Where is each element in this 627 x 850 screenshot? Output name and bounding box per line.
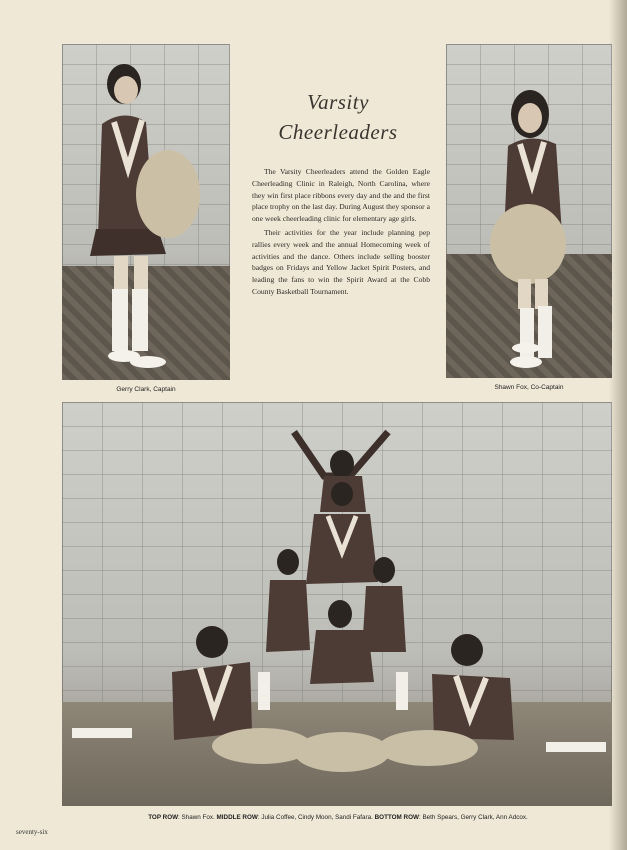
roster-bottom-names: Beth Spears, Gerry Clark, Ann Adcox. [422,814,528,821]
photo-co-captain [446,44,612,378]
cheerleader-figure-captain [62,44,230,380]
roster-top-label: TOP ROW [148,814,179,821]
page-title-line-2: Cheerleaders [278,120,398,144]
paragraph-1: The Varsity Cheerleaders attend the Golden Eagle Cheerleading Clinic in Raleigh, North Carolina, where they win first place ribbons every day and the and the first place trophy on the last day. During August they sponsor a one week cheerleading clinic for elementary age girls. [252,167,430,224]
photo-group-pyramid [62,402,612,806]
paragraph-2: Their activities for the year include planning pep rallies every week and the annual Homecoming week of activities and the dance. Others include selling booster badges on Fridays and Yellow Jacket Spirit Posters, and leading the fans to win the Spirit Award at the Cobb County Basketball Tournament. [252,227,430,296]
cheerleader-figure-co-captain [446,44,612,378]
caption-captain: Gerry Clark, Captain [116,386,176,393]
group-roster-caption: TOP ROW: Shawn Fox. MIDDLE ROW: Julia Coffee, Cindy Moon, Sandi Fafara. BOTTOM ROW: Beth Spears, Gerry Clark, Ann Adcox. [148,814,528,821]
caption-co-captain: Shawn Fox, Co-Captain [494,384,564,391]
article-body [252,166,430,298]
roster-middle-label: MIDDLE ROW [216,814,258,821]
roster-top-names: Shawn Fox. [181,814,215,821]
roster-middle-names: Julia Coffee, Cindy Moon, Sandi Fafara. [261,814,373,821]
page-title-line-1: Varsity [307,90,369,114]
photo-captain [62,44,230,380]
group-pyramid-figures [62,402,612,806]
roster-bottom-label: BOTTOM ROW [374,814,419,821]
page-number: seventy-six [16,828,48,836]
